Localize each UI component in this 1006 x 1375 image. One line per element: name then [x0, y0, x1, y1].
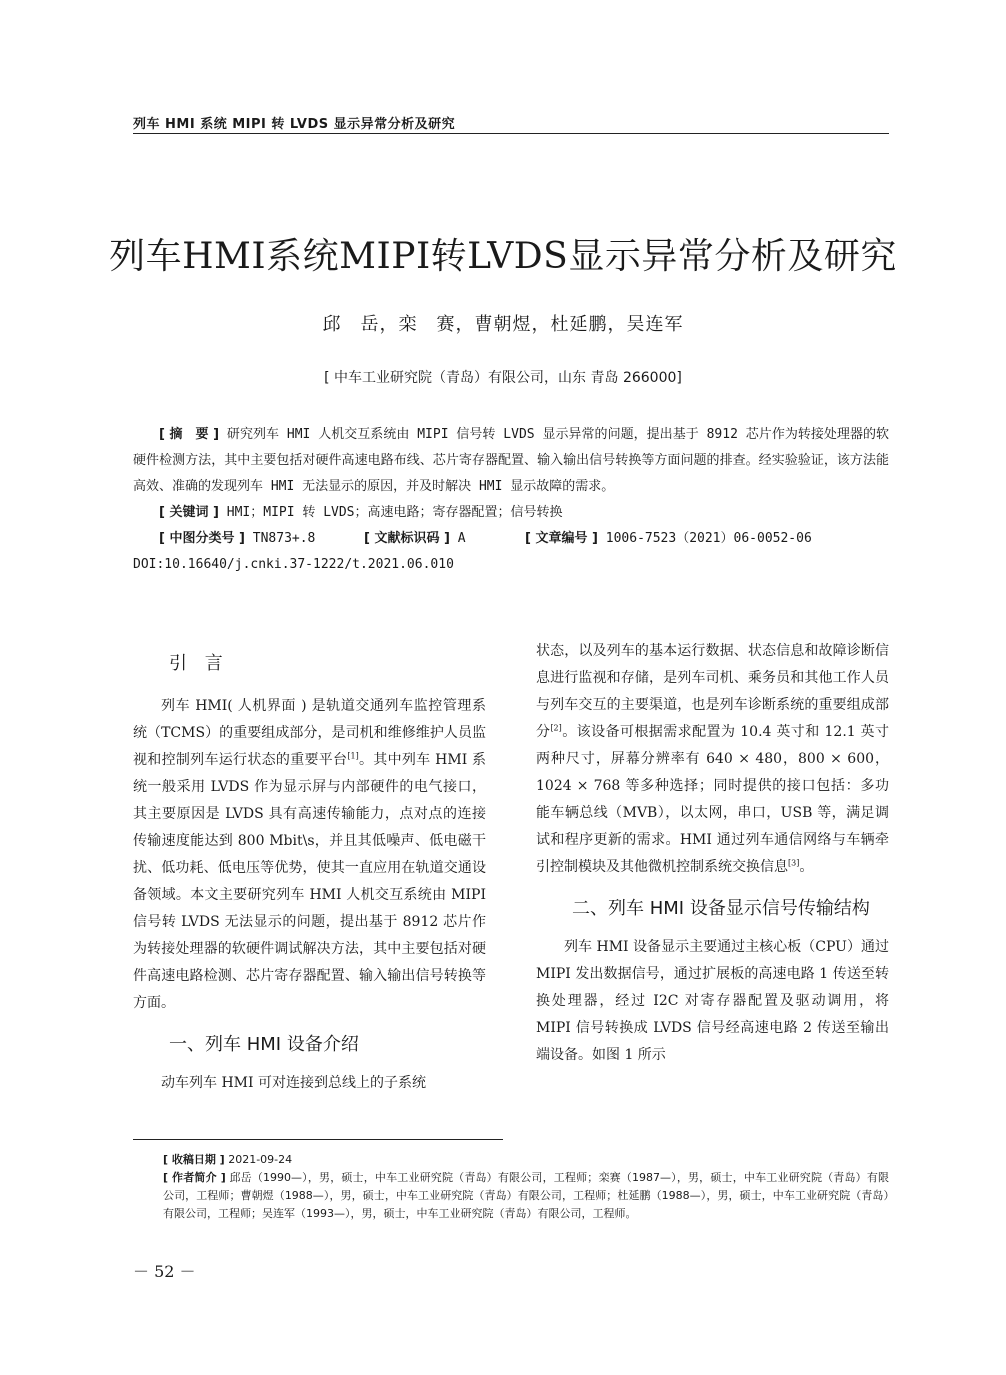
paper-title: 列车HMI系统MIPI转LVDS显示异常分析及研究 — [109, 236, 897, 277]
keywords-label: [ 关键词 ] — [159, 505, 219, 520]
left-column — [133, 640, 486, 1097]
classification-row — [133, 526, 889, 552]
page-number: － 52 － — [133, 1262, 196, 1281]
abstract-block — [133, 422, 889, 578]
clc-code — [159, 526, 364, 552]
footnotes — [163, 1151, 889, 1223]
article-no-label: [ 文章编号 ] — [525, 531, 598, 546]
intro-text-b: 。其中列车 HMI 系统一般采用 LVDS 作为显示屏与内部硬件的电气接口，其主要原因是 LVDS 具有高速传输能力，点对点的连接传输速度能达到 800 Mbit\s，并且其低噪声、低电磁干扰、低功耗、低电压等优势，使其一直应用在轨道交通设备领域。本文主要研究列车 HMI 人机交互系统由 MIPI 信号转 LVDS 无法显示的问题，提出基于 8912 芯片作为转接处理器的软硬件调试解决方法，其中主要包括对硬件高速电路检测、芯片寄存器配置、输入输出信号转换等方面。 — [133, 752, 486, 1011]
section-1-text-a: 状态，以及列车的基本运行数据、状态信息和故障诊断信息进行监视和存储，是列车司机、乘务员和其他工作人员与列车交互的主要渠道，也是列车诊断系统的重要组成部分 — [536, 643, 889, 740]
section-1-text-c: 。 — [799, 859, 814, 875]
ref-2: [2] — [550, 723, 562, 733]
abstract-text: 研究列车 HMI 人机交互系统由 MIPI 信号转 LVDS 显示异常的问题，提出基于 8912 芯片作为转接处理器的软硬件检测方法，其中主要包括对硬件高速电路布线、芯片寄存器配置、输入输出信号转换等方面问题的排查。经实验验证，该方法能高效、准确的发现列车 HMI 无法显示的原因，并及时解决 HMI 显示故障的需求。 — [133, 427, 890, 494]
right-column — [536, 638, 889, 1069]
author-list: 邱 岳，栾 赛，曹朝煜，杜延鹏，吴连军 — [322, 314, 684, 335]
received-date — [163, 1151, 889, 1169]
section-1-paragraph: 动车列车 HMI 可对连接到总线上的子系统 — [161, 1075, 426, 1091]
abstract — [133, 422, 889, 500]
running-header: 列车 HMI 系统 MIPI 转 LVDS 显示异常分析及研究 — [133, 117, 456, 132]
doc-code — [364, 526, 525, 552]
received-label: [ 收稿日期 ] — [163, 1153, 225, 1166]
author-bio — [163, 1169, 889, 1223]
intro-paragraph — [133, 693, 486, 1017]
doc-code-label: [ 文献标识码 ] — [364, 531, 450, 546]
author-bio-text: 邱岳（1990—），男，硕士，中车工业研究院（青岛）有限公司，工程师；栾赛（1987—），男，硕士，中车工业研究院（青岛）有限公司，工程师；曹朝煜（1988—），男，硕士，中车工业研究院（青岛）有限公司，工程师；杜延鹏（1988—），男，硕士，中车工业研究院（青岛）有限公司，工程师；吴连军（1993—），男，硕士，中车工业研究院（青岛）有限公司，工程师。 — [163, 1171, 890, 1220]
clc-label: [ 中图分类号 ] — [159, 531, 245, 546]
ref-1: [1] — [347, 751, 359, 761]
received-value: 2021-09-24 — [228, 1153, 293, 1166]
section-2-paragraph: 列车 HMI 设备显示主要通过主核心板（CPU）通过 MIPI 发出数据信号，通过扩展板的高速电路 1 传送至转换处理器，经过 I2C 对寄存器配置及驱动调用，将 MIPI 信号转换成 LVDS 信号经高速电路 2 传送至输出端设备。如图 1 所示 — [536, 939, 889, 1063]
footnote-rule — [133, 1139, 503, 1140]
clc-value: TN873+.8 — [252, 531, 316, 546]
article-number — [525, 526, 812, 552]
keywords-text: HMI；MIPI 转 LVDS；高速电路；寄存器配置；信号转换 — [226, 505, 563, 520]
keywords — [133, 500, 889, 526]
article-no-value: 1006-7523（2021）06-0052-06 — [605, 531, 812, 546]
intro-heading: 引 言 — [169, 653, 229, 674]
section-1-heading: 一、列车 HMI 设备介绍 — [169, 1034, 359, 1055]
affiliation: [ 中车工业研究院（青岛）有限公司，山东 青岛 266000] — [324, 370, 682, 386]
header-rule — [133, 133, 889, 134]
intro-text-a: 列车 HMI( 人机界面 ) 是轨道交通列车监控管理系统（TCMS）的重要组成部分，是司机和维修维护人员监视和控制列车运行状态的重要平台 — [133, 698, 486, 768]
author-bio-label: [ 作者简介 ] — [163, 1171, 226, 1184]
doi: DOI:10.16640/j.cnki.37-1222/t.2021.06.010 — [133, 557, 454, 572]
abstract-label: [ 摘 要 ] — [159, 427, 220, 442]
section-1-text-b: 。该设备可根据需求配置为 10.4 英寸和 12.1 英寸两种尺寸，屏幕分辨率有 640 × 480，800 × 600，1024 × 768 等多种选择；同时提供的接口包括：多功能车辆总线（MVB），以太网，串口，USB 等，满足调试和程序更新的需求。HMI 通过列车通信网络与车辆牵引控制模块及其他微机控制系统交换信息 — [536, 724, 889, 875]
doc-code-value: A — [457, 531, 466, 546]
section-2-heading: 二、列车 HMI 设备显示信号传输结构 — [572, 898, 870, 919]
ref-3: [3] — [788, 858, 800, 868]
section-1-continued — [536, 638, 889, 881]
